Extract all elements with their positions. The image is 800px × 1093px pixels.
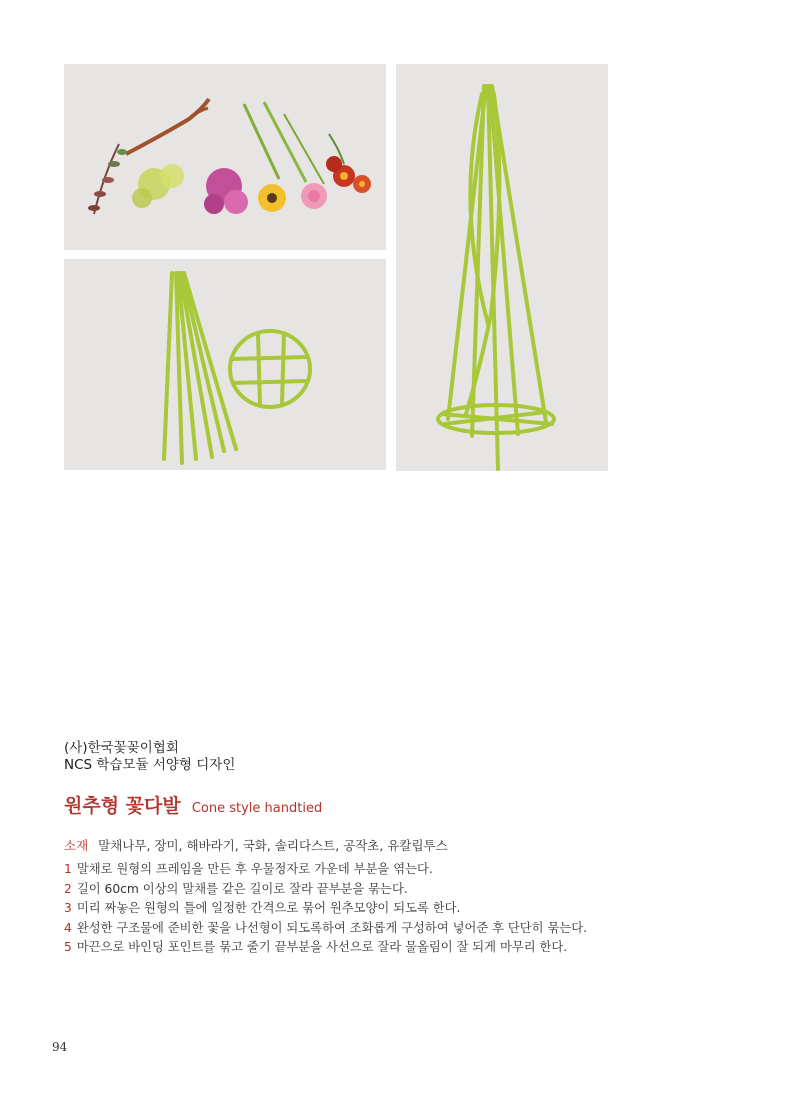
step-text: 미리 짜놓은 원형의 틀에 일정한 간격으로 묶어 원추모양이 되도록 한다. <box>76 901 461 915</box>
design-title <box>64 791 322 818</box>
step-text: 말채로 원형의 프레임을 만든 후 우물정자로 가운데 부분을 엮는다. <box>76 862 433 876</box>
step-number: 1 <box>64 862 72 876</box>
step-text: 길이 60cm 이상의 말채를 같은 길이로 잘라 끝부분을 묶는다. <box>76 881 408 896</box>
materials-illustration <box>64 64 386 250</box>
frame-parts-photo <box>64 259 386 470</box>
org-subtitle: NCS 학습모듈 서양형 디자인 <box>64 757 236 773</box>
instruction-steps <box>64 860 587 958</box>
step-number: 4 <box>64 920 72 935</box>
step-number: 5 <box>64 940 72 954</box>
step-item <box>64 880 587 900</box>
materials-value: 말채나무, 장미, 해바라기, 국화, 솔리다스트, 공작초, 유칼립투스 <box>98 838 448 853</box>
title-english: Cone style handtied <box>191 801 323 816</box>
step-text: 마끈으로 바인딩 포인트를 묶고 줄기 끝부분을 사선으로 잘라 물올림이 잘 되게 마무리 한다. <box>76 940 568 954</box>
step-number: 2 <box>64 881 72 896</box>
materials-line <box>64 836 448 854</box>
step-item <box>64 919 587 939</box>
organization-credit <box>64 740 235 774</box>
materials-photo <box>64 64 386 250</box>
page-number: 94 <box>52 1040 68 1054</box>
step-number: 3 <box>64 901 72 915</box>
title-korean: 원추형 꽃다발 <box>64 795 181 817</box>
org-name: (사)한국꽃꽂이협회 <box>64 740 179 756</box>
step-item <box>64 899 587 919</box>
cone-frame-photo <box>396 64 608 471</box>
step-item <box>64 938 587 958</box>
materials-label: 소재 <box>64 838 89 853</box>
step-text: 완성한 구조물에 준비한 꽃을 나선형이 되도록하여 조화롭게 구성하여 넣어준 후 단단히 묶는다. <box>76 920 588 935</box>
frame-parts-illustration <box>64 259 386 470</box>
cone-frame-illustration <box>396 64 608 471</box>
step-item <box>64 860 587 880</box>
